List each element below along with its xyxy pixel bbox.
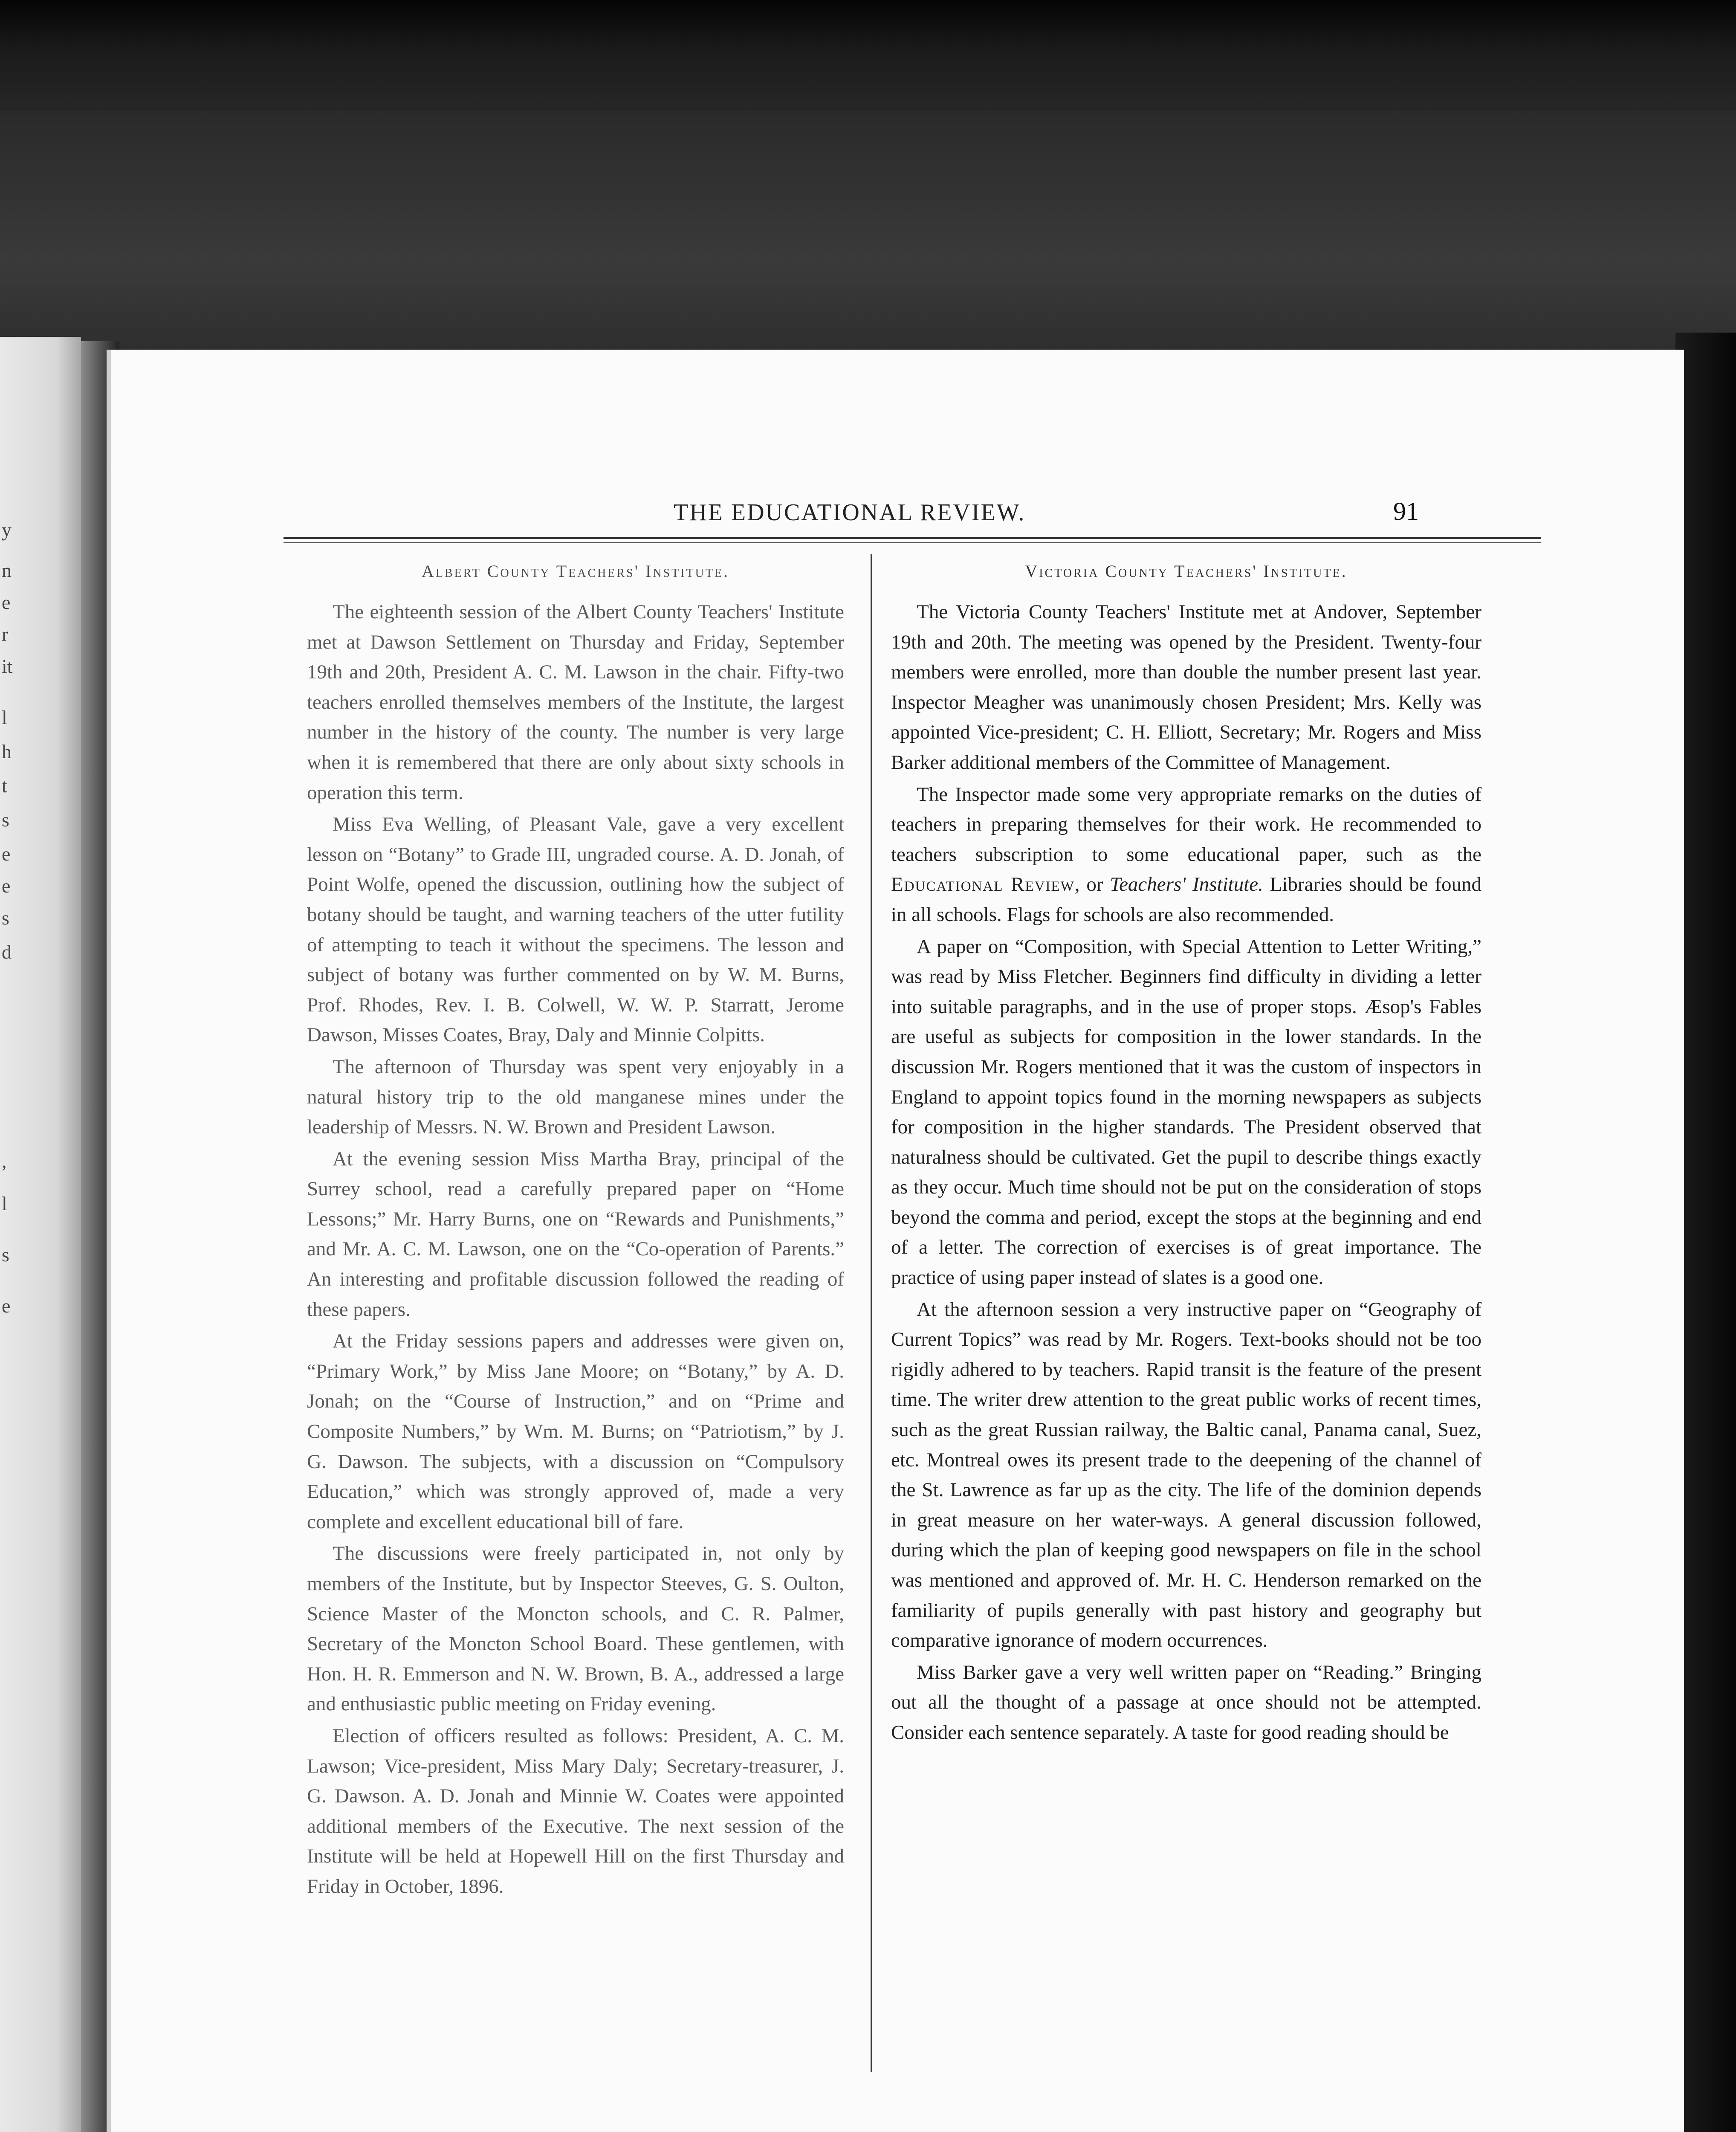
edge-char: l: [2, 1193, 7, 1214]
article-albert-county: [307, 559, 844, 1903]
edge-char: it: [2, 655, 13, 677]
edge-char: n: [2, 559, 12, 581]
publication-name: Educational Review: [891, 873, 1075, 896]
column-divider: [871, 554, 872, 2072]
paragraph: The eighteenth session of the Albert County Teachers' Institute met at Dawson Settlement on Thursday and Friday, September 19th and 20th, President A. C. M. Lawson in the chair. Fifty-two teachers enrolled themselves members of the Institute, the largest number in the history of the county. The number is very large when it is remembered that there are only about sixty schools in operation this term.: [307, 601, 844, 804]
edge-char: h: [2, 741, 12, 762]
edge-char: s: [2, 907, 9, 929]
book-page: [107, 350, 1684, 2132]
paragraph: The afternoon of Thursday was spent very enjoyably in a natural history trip to the old manganese mines under the leadership of Messrs. N. W. Brown and President Lawson.: [307, 1055, 844, 1138]
paragraph: A paper on “Composition, with Special Attention to Letter Writing,” was read by Miss Fletcher. Beginners find difficulty in dividing a letter into suitable paragraphs, and in the use of proper stops. Æsop's Fables are useful as subjects for composition in the lower standards. In the discussion Mr. Rogers mentioned that it was the custom of inspectors in England to appoint topics found in the morning newspapers as subjects for composition in the higher standards. The President observed that naturalness should be cultivated. Get the pupil to describe things exactly as they occur. Much time should not be put on the consideration of stops beyond the comma and period, except the stops at the beginning and end of a letter. The correction of exercises is of great importance. The practice of using paper instead of slates is a good one.: [891, 935, 1481, 1289]
edge-char: s: [2, 809, 9, 831]
scanner-backdrop: [0, 111, 1736, 367]
paragraph: The Victoria County Teachers' Institute met at Andover, September 19th and 20th. The meeting was opened by the President. Twenty-four members were enrolled, more than double the number present last year. Inspector Meagher was unanimously chosen President; Mrs. Kelly was appointed Vice-president; C. H. Elliott, Secretary; Mr. Rogers and Miss Barker additional members of the Committee of Management.: [891, 601, 1481, 773]
article-victoria-county: [891, 559, 1481, 1750]
article-title: Albert County Teachers' Institute.: [421, 562, 730, 581]
paragraph: At the Friday sessions papers and addresses were given on, “Primary Work,” by Miss Jane Moore; on “Botany,” by A. D. Jonah; on the “Course of Instruction,” and on “Prime and Composite Numbers,” by Wm. M. Burns; on “Patriotism,” by J. G. Dawson. The subjects, with a discussion on “Compulsory Education,” which was strongly approved of, made a very complete and excellent educational bill of fare.: [307, 1330, 844, 1533]
edge-char: t: [2, 775, 7, 797]
page-number: 91: [1393, 497, 1419, 525]
header-rule: [284, 537, 1541, 539]
article-title: Victoria County Teachers' Institute.: [1025, 562, 1348, 581]
edge-char: ,: [2, 1150, 7, 1172]
paragraph: The discussions were freely participated in, not only by members of the Institute, but by Inspector Steeves, G. S. Oulton, Science Master of the Moncton schools, and C. R. Palmer, Secretary of the Moncton School Board. These gentlemen, with Hon. H. R. Emmerson and N. W. Brown, B. A., addressed a large and enthusiastic public meeting on Friday evening.: [307, 1542, 844, 1715]
film-top-border: [0, 0, 1736, 128]
edge-char: e: [2, 1295, 11, 1317]
edge-char: r: [2, 623, 9, 645]
paragraph: [891, 779, 1481, 930]
paragraph-text: The Inspector made some very appropriate remarks on the duties of teachers in preparing themselves for their work. He recommended to teachers subscription to some educational paper, such as the: [891, 783, 1481, 866]
paragraph: At the afternoon session a very instructive paper on “Geography of Current Topics” was read by Mr. Rogers. Text-books should not be too rigidly adhered to by teachers. Rapid transit is the feature of the present time. The writer drew attention to the great public works of recent times, such as the great Russian railway, the Baltic canal, Panama canal, Suez, etc. Montreal owes its present trade to the deepening of the channel of the St. Lawrence as far up as the city. The life of the dominion depends in great measure on her water-ways. A general discussion followed, during which the plan of keeping good newspapers on file in the school was mentioned and approved of. Mr. H. C. Henderson remarked on the familiarity of pupils generally with past history and geography but comparative ignorance of modern occurrences.: [891, 1298, 1481, 1652]
running-title: THE EDUCATIONAL REVIEW.: [674, 499, 1026, 526]
paragraph-text: Libraries should be found in all schools. Flags for schools are also recommended.: [891, 873, 1481, 926]
edge-char: e: [2, 843, 11, 865]
paragraph: Election of officers resulted as follows: President, A. C. M. Lawson; Vice-president, Miss Mary Daly; Secretary-treasurer, J. G. Dawson. A. D. Jonah and Minnie W. Coates were appointed additional members of the Executive. The next session of the Institute will be held at Hopewell Hill on the first Thursday and Friday in October, 1896.: [307, 1724, 844, 1897]
edge-char: l: [2, 707, 7, 728]
paragraph: Miss Eva Welling, of Pleasant Vale, gave a very excellent lesson on “Botany” to Grade III, ungraded course. A. D. Jonah, of Point Wolfe, opened the discussion, outlining how the subject of botany should be taught, and warning teachers of the utter futility of attempting to teach it without the specimens. The lesson and subject of botany was further commented on by W. M. Burns, Prof. Rhodes, Rev. I. B. Colwell, W. W. P. Starratt, Jerome Dawson, Misses Coates, Bray, Daly and Minnie Colpitts.: [307, 813, 844, 1046]
paragraph: Miss Barker gave a very well written paper on “Reading.” Bringing out all the thought of a passage at once should not be attempted. Consider each sentence separately. A taste for good reading should be: [891, 1661, 1481, 1744]
edge-char: e: [2, 875, 11, 897]
edge-char: d: [2, 941, 12, 963]
edge-char: y: [2, 519, 12, 541]
film-right-border: [1675, 333, 1736, 2132]
edge-char: s: [2, 1244, 9, 1266]
edge-char: e: [2, 591, 11, 613]
facing-page-fragment: [0, 337, 81, 2132]
paragraph-text: , or: [1074, 873, 1103, 896]
header-rule-thin: [284, 542, 1541, 543]
publication-name-italic: Teachers' Institute.: [1110, 873, 1263, 896]
paragraph: At the evening session Miss Martha Bray, principal of the Surrey school, read a carefully prepared paper on “Home Lessons;” Mr. Harry Burns, one on “Rewards and Punishments,” and Mr. A. C. M. Lawson, one on the “Co-operation of Parents.” An interesting and profitable discussion followed the reading of these papers.: [307, 1147, 844, 1321]
